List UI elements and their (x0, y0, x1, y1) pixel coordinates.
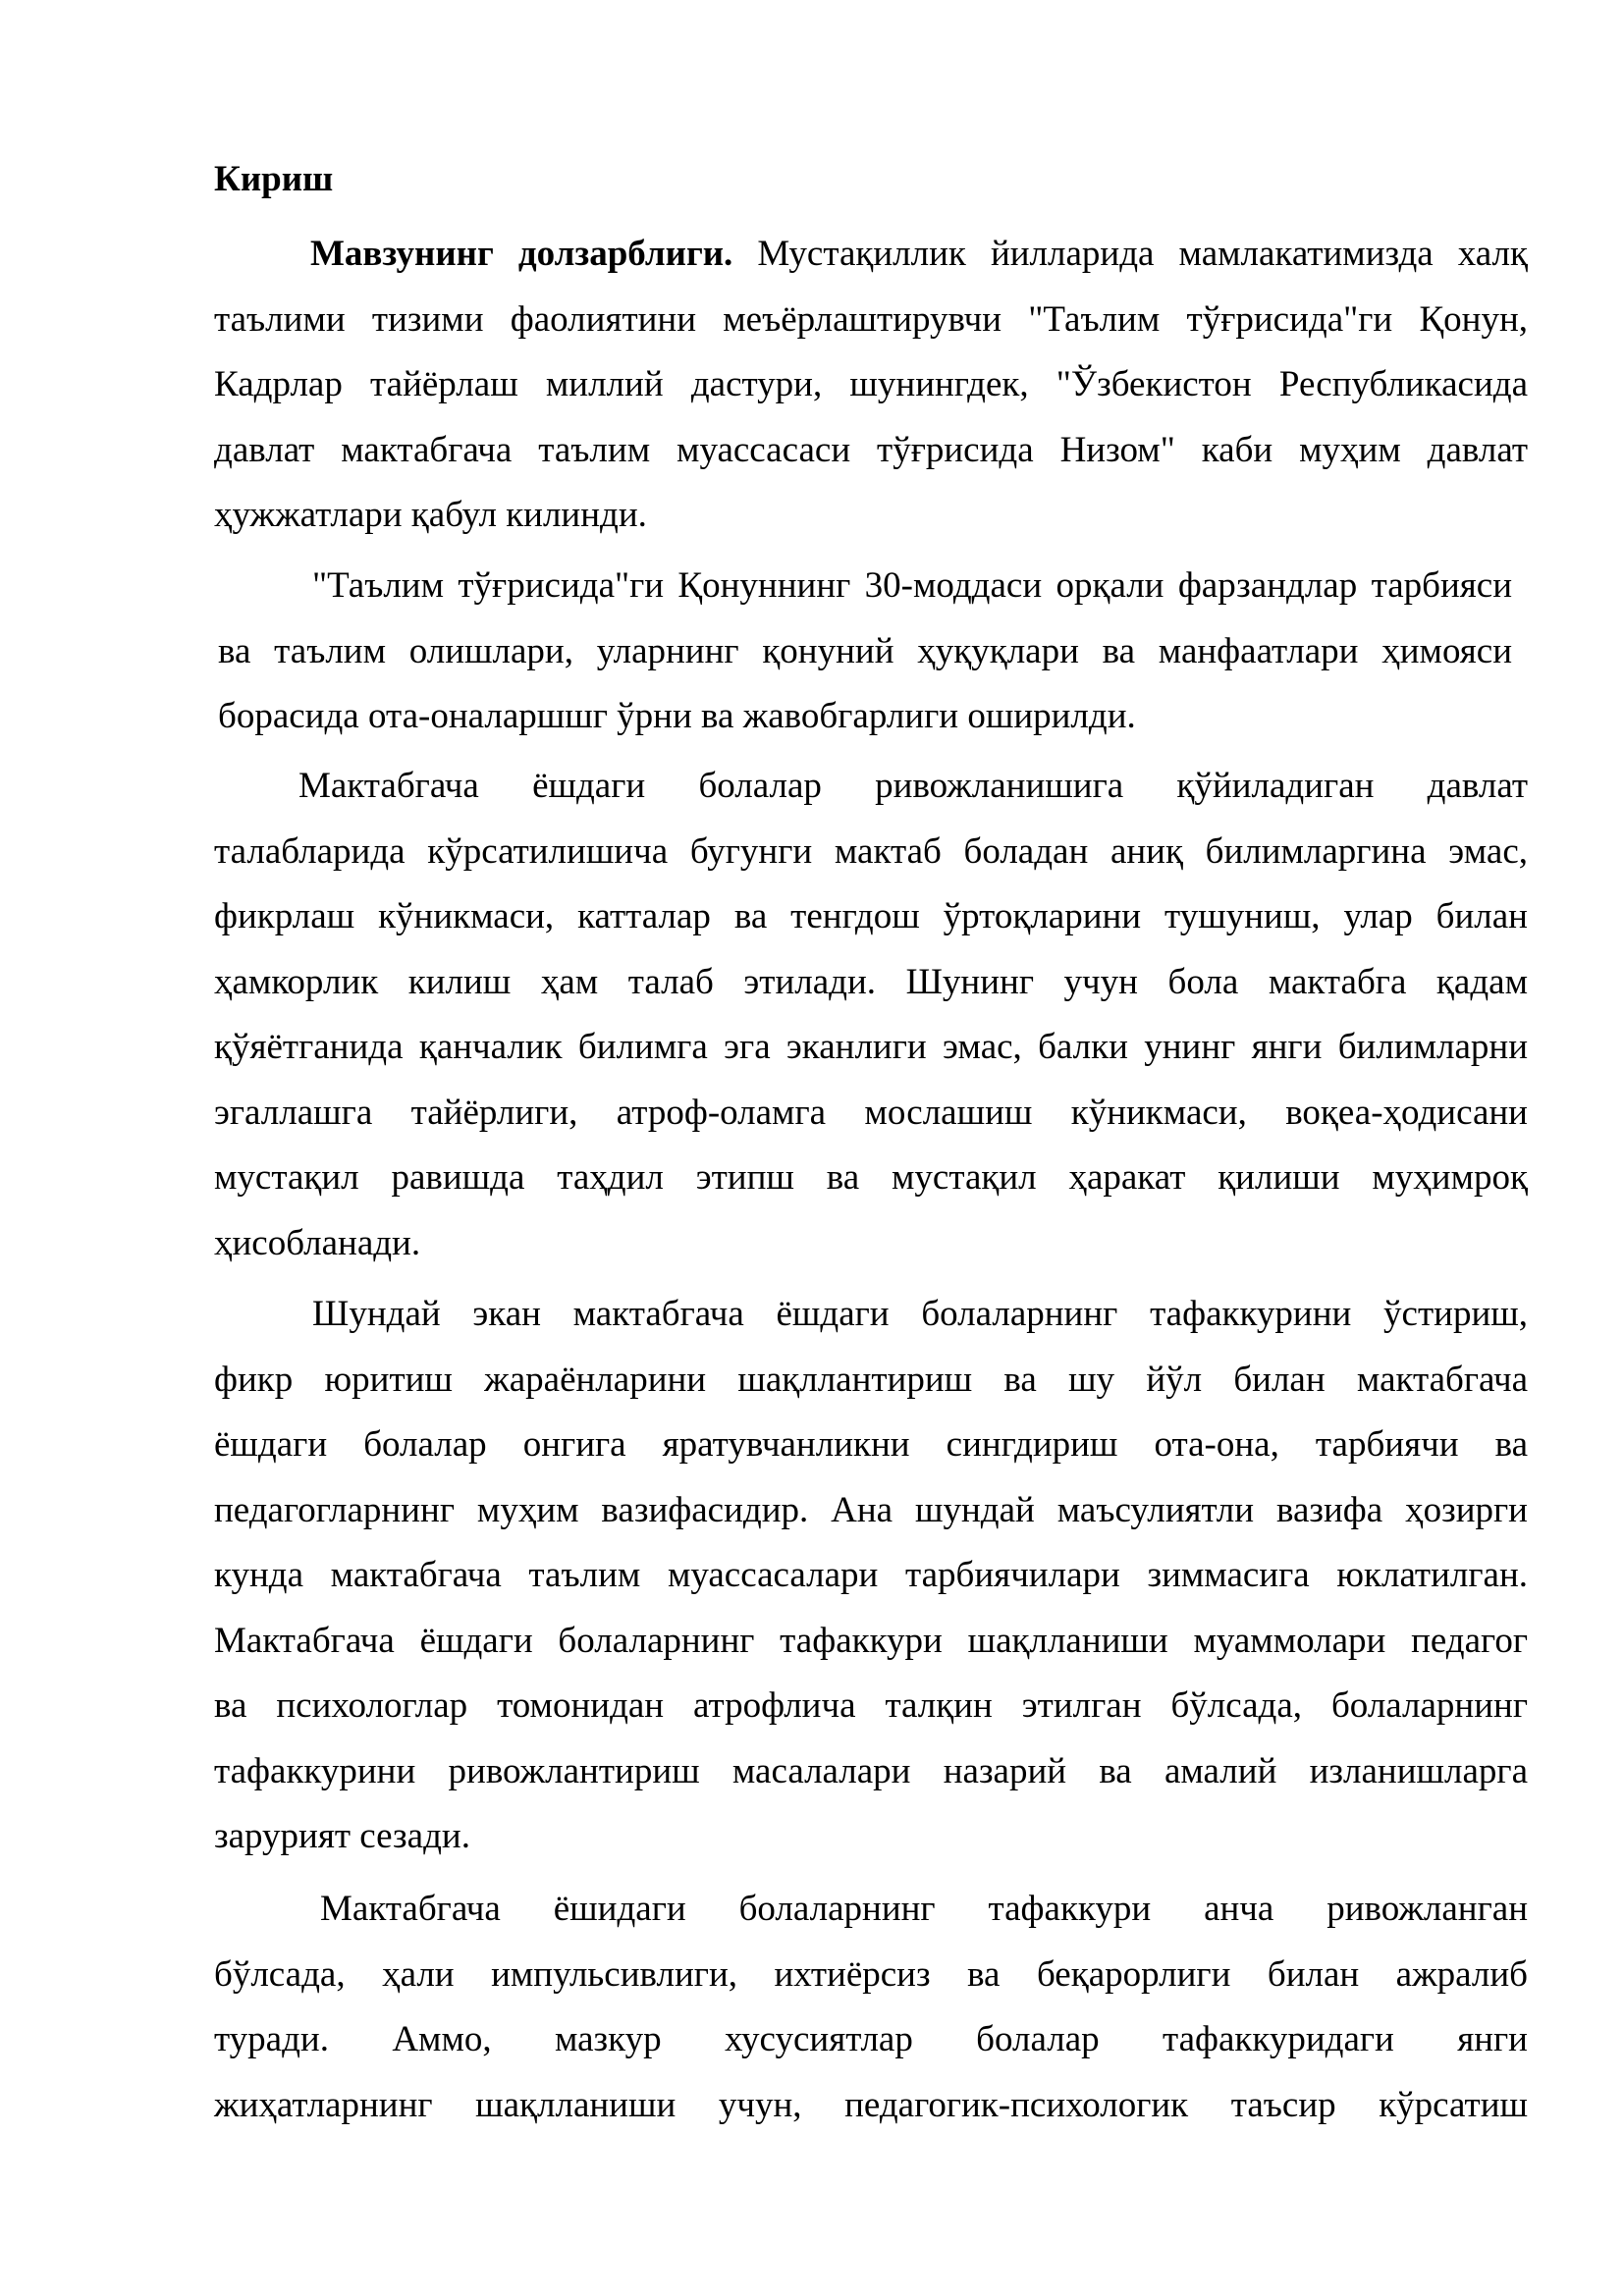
paragraph-line: Мактабгача ёшдаги болалар ривожланишига қўйиладиган давлат (298, 766, 1528, 806)
paragraph-line: зарурият сезади. (214, 1816, 470, 1856)
paragraph-line: қўяётганида қанчалик билимга эга эканлиги эмас, балки унинг янги билимларни (214, 1027, 1528, 1067)
paragraph-line: ва психологлар томонидан атрофлича талқин этилган бўлсада, болаларнинг (214, 1685, 1528, 1726)
paragraph-education-law (218, 561, 1512, 758)
paragraph-line: талабларида кўрсатилишича бугунги мактаб боладан аниқ билимларгина эмас, (214, 830, 1528, 872)
paragraph-line: ҳамкорлик килиш ҳам талаб этилади. Шунинг учун бола мактабга қадам (214, 961, 1528, 1002)
paragraph-line: фикр юритиш жараёнларини шақллантириш ва шу йўл билан мактабгача (214, 1359, 1528, 1400)
paragraph-state-requirements (214, 762, 1528, 1284)
paragraph-line: Мактабгача ёшдаги болаларнинг тафаккури шақлланиши муаммолари педагог (214, 1620, 1528, 1661)
paragraph-line: ҳужжатлари қабул килинди. (214, 495, 647, 535)
paragraph-line: фикрлаш кўникмаси, катталар ва тенгдош ўртоқларини тушуниш, улар билан (214, 896, 1528, 936)
section-heading: Кириш (214, 159, 334, 199)
paragraph-line: таълими тизими фаолиятини меъёрлаштирувчи "Таълим тўғрисида"ги Қонун, (214, 298, 1528, 340)
paragraph-line: ҳисобланади. (214, 1222, 421, 1263)
paragraph-line: тафаккурини ривожлантириш масалалари назарий ва амалий изланишларга (214, 1750, 1528, 1791)
paragraph-line: педагогларнинг муҳим вазифасидир. Ана шундай маъсулиятли вазифа ҳозирги (214, 1489, 1528, 1530)
paragraph-preschool-thinking (214, 1885, 1528, 2146)
paragraph-line: давлат мактабгача таълим муассасаси тўғрисида Низом" каби муҳим давлат (214, 429, 1528, 470)
paragraph-line: бўлсада, ҳали импульсивлиги, ихтиёрсиз ва беқарорлиги билан ажралиб (214, 1953, 1528, 1995)
paragraph-line: Кадрлар тайёрлаш миллий дастури, шунингдек, "Ўзбекистон Республикасида (214, 364, 1528, 404)
paragraph-line: кунда мактабгача таълим муассасалари тарбиячилари зиммасига юклатилган. (214, 1555, 1528, 1595)
paragraph-line: мустақил равишда таҳдил этипш ва мустақил ҳаракат қилиши муҳимроқ (214, 1157, 1528, 1198)
paragraph-line: Мактабгача ёшидаги болаларнинг тафаккури анча ривожланган (320, 1889, 1528, 1929)
paragraph-line (214, 230, 1528, 295)
paragraph-line: жиҳатларнинг шақлланиши учун, педагогик-психологик таъсир кўрсатиш (214, 2084, 1528, 2125)
run-in-heading: Мавзунинг долзарблиги. (310, 234, 733, 274)
paragraph-line-text: Мустақиллик йилларида мамлакатимизда халқ (757, 234, 1528, 274)
paragraph-line: борасида ота-оналаршшг ўрни ва жавобгарлиги оширилди. (218, 696, 1136, 736)
paragraph-line: эгаллашга тайёрлиги, атроф-оламга мослашиш кўникмаси, воқеа-ҳодисани (214, 1092, 1528, 1133)
paragraph-line: "Таълим тўғрисида"ги Қонуннинг 30-моддаси орқали фарзандлар тарбияси (312, 565, 1512, 606)
paragraph-line: ёшдаги болалар онгига яратувчанликни сингдириш ота-она, тарбиячи ва (214, 1424, 1528, 1465)
paragraph-line: Шундай экан мактабгача ёшдаги болаларнинг тафаккурини ўстириш, (312, 1294, 1528, 1334)
paragraph-line: туради. Аммо, мазкур хусусиятлар болалар тафаккуридаги янги (214, 2019, 1528, 2059)
paragraph-thinking-development (214, 1290, 1528, 1878)
paragraph-relevance (214, 230, 1528, 557)
paragraph-line: ва таълим олишлари, уларнинг қонуний ҳуқуқлари ва манфаатлари ҳимояси (218, 630, 1512, 671)
